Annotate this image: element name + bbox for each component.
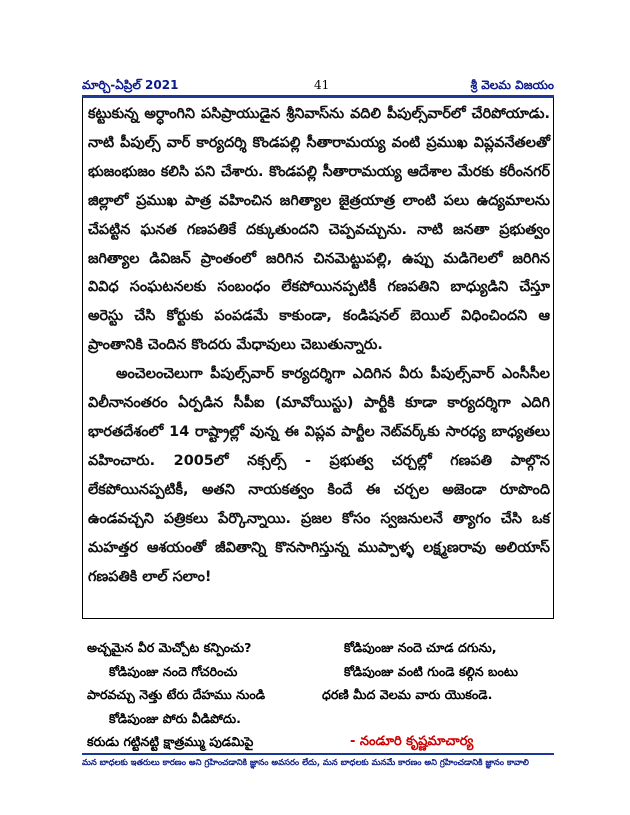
poem-right-column — [322, 636, 552, 754]
article-paragraph-2: అంచెలంచెలుగా పీపుల్స్‌వార్ కార్యదర్శిగా ఎదిగిన వీరు పీపుల్స్‌వార్ ఎంసీసీల విలీనానంతరం ఏర్పడిన సీపీఐ (మావోయిస్టు) పార్టీకి కూడా కార్యదర్శిగా ఎదిగి భారతదేశంలో 14 రాష్ట్రాల్లో వున్న ఈ విప్లవ పార్టీల నెట్‌వర్క్‌కు సారధ్య బాధ్యతలు వహించారు. 2005లో నక్సల్స్ - ప్రభుత్వ చర్చల్లో గణపతి పాల్గొన లేకపోయినప్పటికీ, అతని నాయకత్వం కిందే ఈ చర్చల అజెండా రూపొంది ఉండవచ్చని పత్రికలు పేర్కొన్నాయి. ప్రజల కోసం స్వజనులనే త్యాగం చేసి ఒక మహత్తర ఆశయంతో జీవితాన్ని కొనసాగిస్తున్న ముప్పాళ్ళ లక్ష్మణరావు అలియాస్ గణపతికి లాల్ సలాం! — [88, 366, 550, 585]
magazine-title: శ్రీ వెలమ విజయం — [470, 78, 554, 92]
poem-line: కోడిపుంజు నందె చూడ దగును, — [344, 640, 497, 655]
issue-date: మార్చి-ఏప్రిల్ 2021 — [82, 78, 179, 92]
poem-line: ధరణి మీద వెలమ వారు యొకండె. — [322, 687, 493, 702]
poem-line: కోడిపుంజు వంటి గుండె కల్గిన బంటు — [344, 663, 518, 679]
poem-line: కోడిపుంజు పోరు వీడిపోదు. — [109, 710, 241, 726]
poem-line — [322, 707, 552, 731]
article-paragraph-1: కట్టుకున్న అర్ధాంగిని పసిప్రాయుడైన శ్రీనివాస్‌ను వదిలి పీపుల్స్‌వార్‌లో చేరిపోయాడు. నాటి పీపుల్స్ వార్ కార్యదర్శి కొండపల్లి సీతారామయ్య వంటి ప్రముఖ విప్లవనేతలతో భుజంభుజం కలిసి పని చేశారు. కొండపల్లి సీతారామయ్య ఆదేశాల మేరకు కరీంనగర్ జిల్లాలో ప్రముఖ పాత్ర వహించిన జగిత్యాల జైత్రయాత్ర లాంటి పలు ఉద్యమాలను చేపట్టిన ఘనత గణపతికే దక్కుతుందని చెప్పవచ్చును. నాటి జనతా ప్రభుత్వం జగిత్యాల డివిజన్ ప్రాంతంలో జరిగిన చినమెట్టుపల్లి, ఉప్పు మడిగెలలో జరిగిన వివిధ సంఘటనలకు సంబంధం లేకపోయినప్పటికీ గణపతిని బాధ్యుడిని చేస్తూ అరెస్టు చేసి కోర్టుకు పంపడమే కాకుండా, కండిషనల్ బెయిల్ విధించిందని ఆ ప్రాంతానికి చెందిన కొందరు మేధావులు చెబుతున్నారు. — [88, 106, 550, 354]
footer-quote: మన బాధలకు ఇతరులు కారణం అని గ్రహించడానికి జ్ఞానం అవసరం లేదు, మన బాధలకు మనమే కారణం అని గ్రహించడానికి జ్ఞానం కావాలి — [82, 757, 529, 767]
page-header — [82, 78, 554, 96]
poem-line: పారవచ్చు నెత్తు టేరు దేహము నుండి — [87, 687, 266, 702]
poem-author: - నండూరి కృష్ణమాచార్య — [350, 734, 474, 749]
footer-rule — [82, 753, 554, 755]
poem-line: కోడిపుంజు నందె గోచరించు — [109, 663, 238, 679]
poem-left-column — [87, 636, 317, 754]
page-number: 41 — [314, 78, 330, 92]
poem-line: అచ్చమైన వీర మెచ్చోట కన్పించు? — [87, 640, 252, 655]
poem-line: కరుడు గట్టినట్టి క్షాత్రమ్ము పుడమిపై — [87, 734, 254, 749]
article-body — [88, 100, 550, 591]
